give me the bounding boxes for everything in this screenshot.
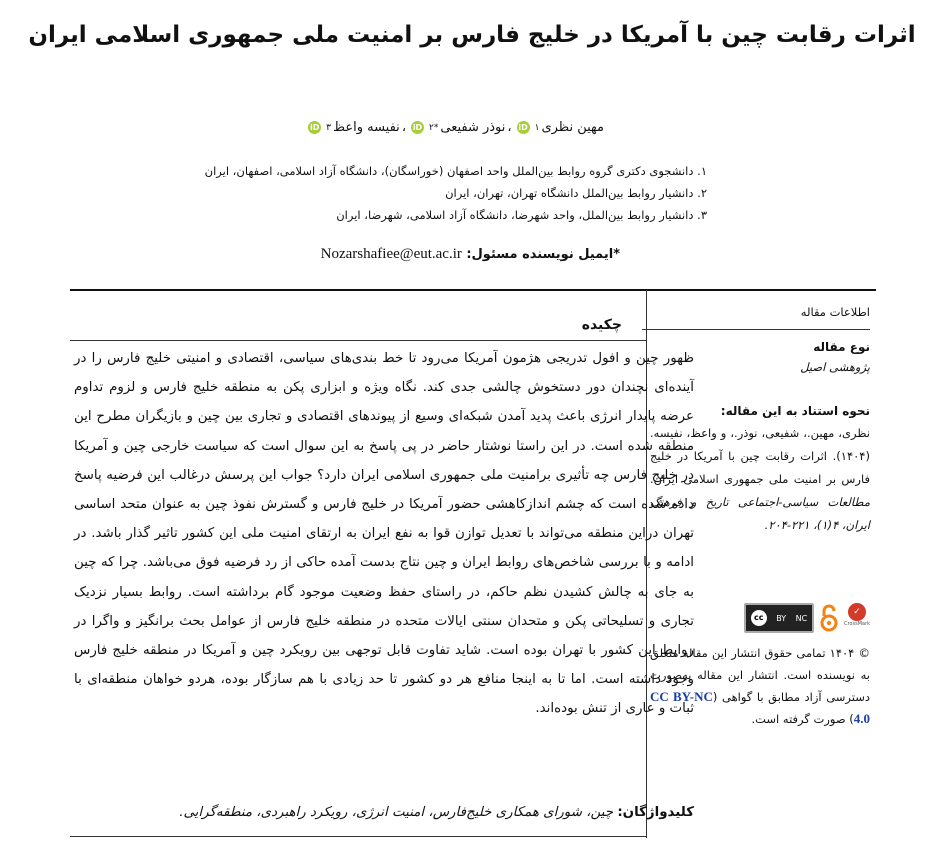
author-sup: *۲ xyxy=(429,122,439,133)
author-sup: ۳ xyxy=(326,122,331,133)
citation-journal: مطالعات سیاسی-اجتماعی تاریخ و فرهنگ ایران، xyxy=(650,495,870,532)
citation-pages: ۴(۱)، ۲۲۱-۲۰۴. xyxy=(764,518,839,532)
corresponding-email xyxy=(321,246,620,263)
license-statement xyxy=(650,642,870,730)
keywords-label: کلیدواژگان: xyxy=(617,805,694,820)
cc-by-nc-badge[interactable] xyxy=(744,603,814,633)
email-address[interactable]: Nozarshafiee@eut.ac.ir xyxy=(320,246,462,262)
affiliation-1: ۱. دانشجوی دکتری گروه روابط بین‌الملل واحد اصفهان (خوراسگان)، دانشگاه آزاد اسلامی، اصفهان، ایران xyxy=(204,164,707,178)
orcid-icon[interactable]: iD xyxy=(309,123,320,132)
author-list: مهین نظری ۱ iD ، نوذر شفیعی *۲ iD ، نفیسه واعظ ۳ iD xyxy=(309,120,604,135)
abstract-heading: چکیده xyxy=(581,317,622,333)
license-text-end: ) صورت گرفته است. xyxy=(751,712,854,726)
author-name: نوذر شفیعی xyxy=(440,120,506,135)
article-type-label: نوع مقاله xyxy=(813,340,870,354)
affiliation-3: ۳. دانشیار روابط بین‌الملل، واحد شهرضا، دانشگاه آزاد اسلامی، شهرضا، ایران xyxy=(336,208,707,222)
license-link[interactable]: CC BY-NC 4.0 xyxy=(650,689,870,726)
crossmark-icon[interactable]: ✓ CrossMark xyxy=(844,603,870,633)
keywords xyxy=(74,805,694,820)
author-name: نفیسه واعظ xyxy=(333,120,400,135)
cc-by-label: BY xyxy=(776,613,787,623)
article-info xyxy=(650,305,870,537)
affiliation-2: ۲. دانشیار روابط بین‌الملل دانشگاه تهران، تهران، ایران xyxy=(445,186,707,200)
license-text: © ۱۴۰۴ تمامی حقوق انتشار این مقاله متعلق به نویسنده است. انتشار این مقاله به‌صورت دسترسی آزاد مطابق با گواهی ( xyxy=(650,646,870,704)
info-rule xyxy=(642,329,870,330)
license-badges xyxy=(744,603,870,633)
crossmark-label: CrossMark xyxy=(843,621,871,627)
abstract-text: ظهور چین و افول تدریجی هژمون آمریکا می‌رود تا خط بندی‌های سیاسی، اقتصادی و امنیتی خلیج فارس را در آینده‌ای نچندان دور دستخوش چالشی جدی کند. نگاه ویژه و ابزاری پکن به منطقه خلیج فارس و لزوم تداوم عرضه پایدار انرژی باعث پدید آمدن شبکه‌ای وسیع از پیوندهای اقتصادی و تجاری بین چین و بازیگران مطرح این منطقه شده است. در این راستا نوشتار حاضر در پی پاسخ به این سوال است که سیاست خارجی چین و آمریکا در خلیج فارس چه تأثیری برامنیت ملی جمهوری اسلامی ایران دارد؟ جواب این پرسش درغالب این فرضیه پاسخ داده شده است که چشم اندازکاهشی حضور آمریکا در خلیج فارس و گسترش نفوذ چین به عنوان متحد اساسی تهران دراین منطقه می‌تواند با تعدیل توازن قوا به نفع ایران به ارتقای امنیت ملی این کشور تاثیر گذار باشد. در ادامه و با بررسی شاخص‌های روابط ایران و چین نتاج بدست آمده حاکی از رد فرضیه فوق می‌باشد. چرا که چین به جای به چالش کشیدن نظم حاکم، در راستای حفظ وضعیت موجود گام برداشته است. روابط بسیار نزدیک تجاری و تسلیحاتی پکن و متحدان سنتی ایالات متحده در منطقه خلیج فارس از عوامل بحث برانگیز و واگرا در روابط این کشور با تهران بوده است. شاید تفاوت قابل توجهی بین رویکرد چین و آمریکا در منطقه خلیج فارس وجود داشته است. اما تا به اینجا منافع هر دو کشور تا حد زیادی با هم سازگار بوده، هردو خواهان منطقه‌ای با ثبات و عاری از تنش بوده‌اند. xyxy=(74,351,694,717)
paper-title: اثرات رقابت چین با آمریکا در خلیج فارس بر امنیت ملی جمهوری اسلامی ایران xyxy=(28,22,916,48)
citation-text xyxy=(650,422,870,537)
citation-body: نظری، مهین.، شفیعی، نوذر.، و واعظ، نفیسه. (۱۴۰۴). اثرات رقابت چین با آمریکا در خلیج فارس بر امنیت ملی جمهوری اسلامی ایران. xyxy=(650,426,870,486)
article-info-heading: اطلاعات مقاله xyxy=(800,305,870,319)
top-rule xyxy=(70,289,876,291)
orcid-icon[interactable]: iD xyxy=(412,123,423,132)
orcid-icon[interactable]: iD xyxy=(518,123,528,132)
open-access-icon[interactable] xyxy=(818,603,840,633)
citation-label: نحوه استناد به این مقاله: xyxy=(720,404,870,418)
author-sup: ۱ xyxy=(534,122,540,133)
keywords-value: چین، شورای همکاری خلیج‌فارس، امنیت انرژی، رویکرد راهبردی، منطقه‌گرایی. xyxy=(179,805,614,820)
email-label: *ایمیل نویسنده مسئول: xyxy=(466,247,620,262)
author-name: مهین نظری xyxy=(541,120,604,135)
bottom-rule xyxy=(70,836,646,837)
article-type-value: پژوهشی اصیل xyxy=(800,360,870,374)
cc-nc-label: NC xyxy=(795,613,808,623)
abstract-rule xyxy=(70,340,646,341)
cc-icon: cc xyxy=(751,610,767,626)
